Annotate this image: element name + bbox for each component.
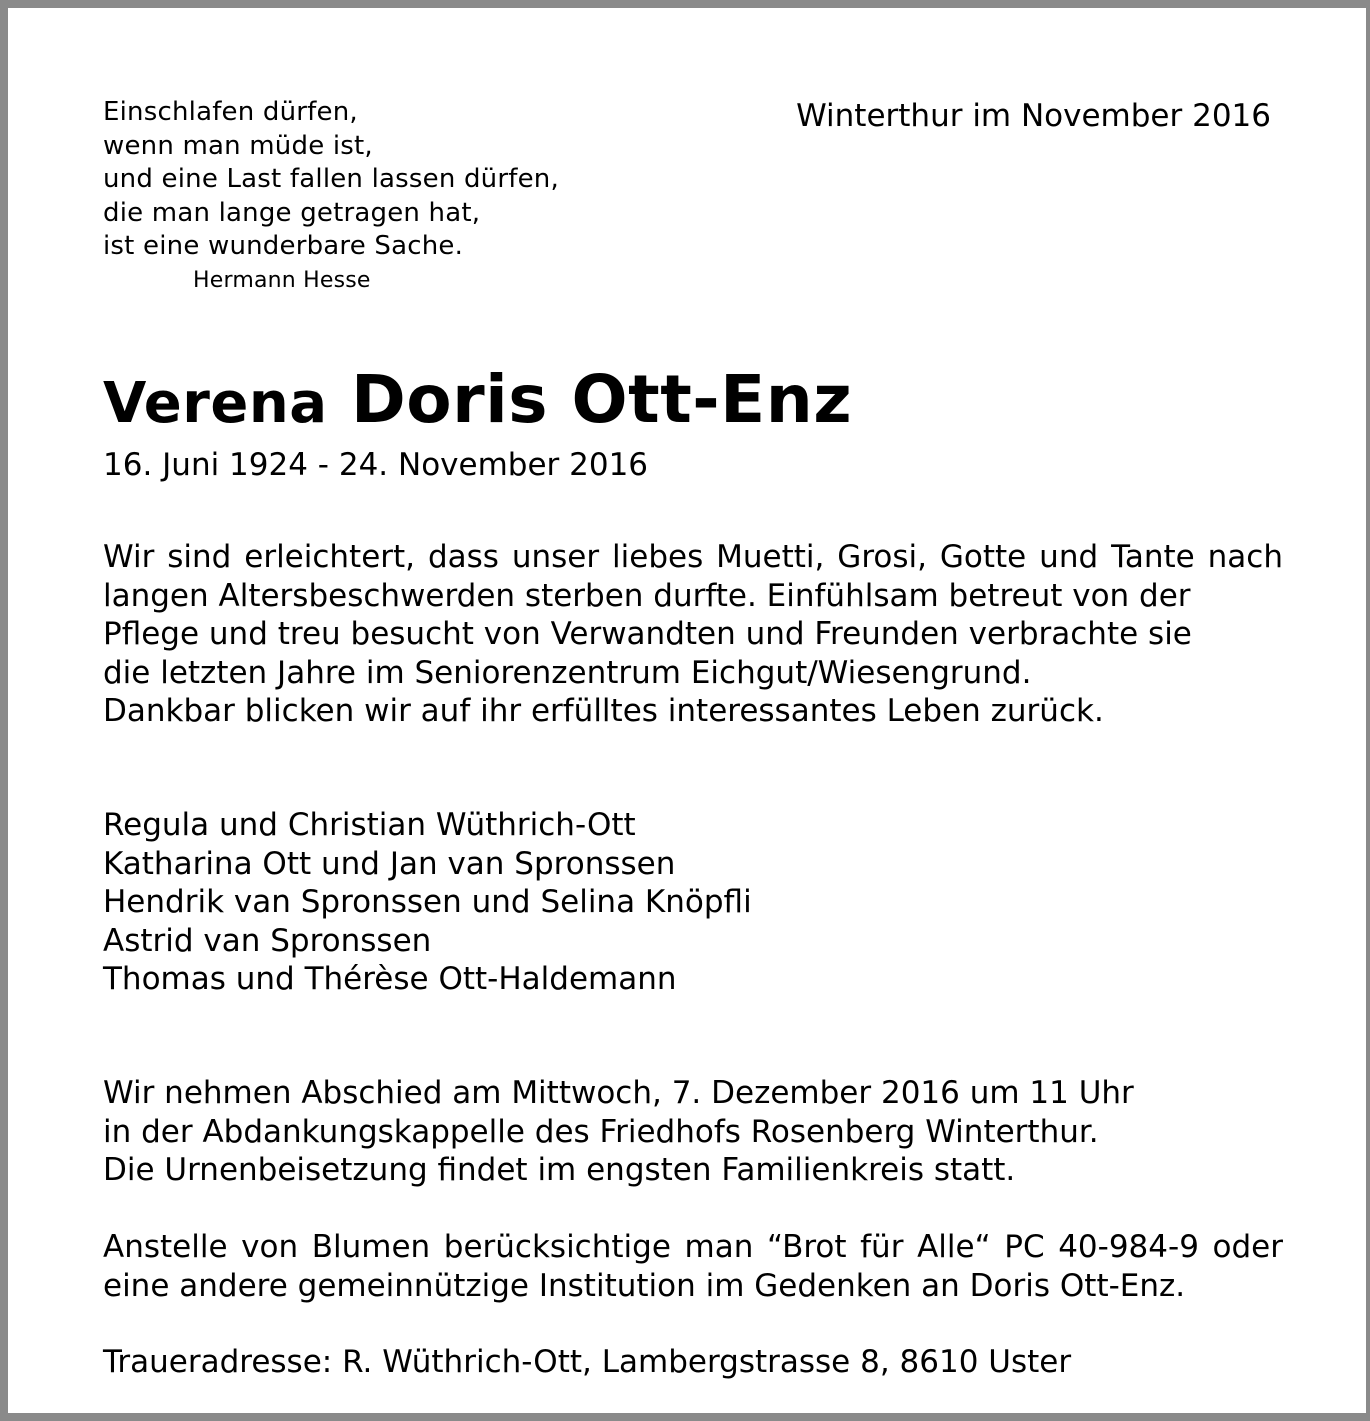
family-member: Katharina Ott und Jan van Spronssen bbox=[103, 845, 676, 882]
deceased-first-name: Verena bbox=[103, 371, 328, 436]
message-line: Wir sind erleichtert, dass unser liebes Muetti, Grosi, Gotte und Tante nach bbox=[103, 539, 1283, 575]
deceased-name bbox=[103, 358, 852, 446]
poem-line: Einschlafen dürfen, bbox=[103, 97, 358, 127]
message-line: Dankbar blicken wir auf ihr erfülltes interessantes Leben zurück. bbox=[103, 693, 1104, 729]
family-list bbox=[103, 806, 1283, 999]
family-member: Thomas und Thérèse Ott-Haldemann bbox=[103, 961, 677, 997]
donation-line: eine andere gemeinnützige Institution im Gedenken an Doris Ott-Enz. bbox=[103, 1267, 1186, 1304]
poem-author: Hermann Hesse bbox=[193, 267, 371, 293]
donation-info bbox=[103, 1228, 1283, 1305]
poem-quote bbox=[103, 96, 559, 298]
service-line: in der Abdankungskappelle des Friedhofs Rosenberg Winterthur. bbox=[103, 1113, 1099, 1150]
deceased-other-names: Doris Ott-Enz bbox=[351, 361, 853, 438]
donation-line: Anstelle von Blumen berücksichtige man “Brot für Alle“ PC 40-984-9 oder bbox=[103, 1229, 1283, 1265]
poem-line: ist eine wunderbare Sache. bbox=[103, 231, 464, 261]
family-member: Regula und Christian Wüthrich-Ott bbox=[103, 807, 636, 843]
address-line: Traueradresse: R. Wüthrich-Ott, Lambergstrasse 8, 8610 Uster bbox=[103, 1344, 1072, 1380]
life-dates: 16. Juni 1924 - 24. November 2016 bbox=[103, 447, 649, 483]
mourning-address bbox=[103, 1343, 1283, 1382]
family-member: Hendrik van Spronssen und Selina Knöpfli bbox=[103, 884, 752, 920]
family-member: Astrid van Spronssen bbox=[103, 922, 432, 959]
poem-line: die man lange getragen hat, bbox=[103, 197, 481, 228]
service-line: Wir nehmen Abschied am Mittwoch, 7. Dezember 2016 um 11 Uhr bbox=[103, 1075, 1134, 1111]
poem-line: und eine Last fallen lassen dürfen, bbox=[103, 164, 559, 194]
message-paragraph bbox=[103, 538, 1283, 731]
service-info bbox=[103, 1074, 1283, 1190]
service-line: Die Urnenbeisetzung findet im engsten Familienkreis statt. bbox=[103, 1152, 1016, 1188]
message-line: Pflege und treu besucht von Verwandten und Freunden verbrachte sie bbox=[103, 616, 1192, 652]
message-line: die letzten Jahre im Seniorenzentrum Eichgut/Wiesengrund. bbox=[103, 654, 1032, 691]
poem-line: wenn man müde ist, bbox=[103, 130, 373, 161]
place-and-date: Winterthur im November 2016 bbox=[796, 98, 1271, 134]
message-line: langen Altersbeschwerden sterben durfte. Einfühlsam betreut von der bbox=[103, 577, 1191, 614]
